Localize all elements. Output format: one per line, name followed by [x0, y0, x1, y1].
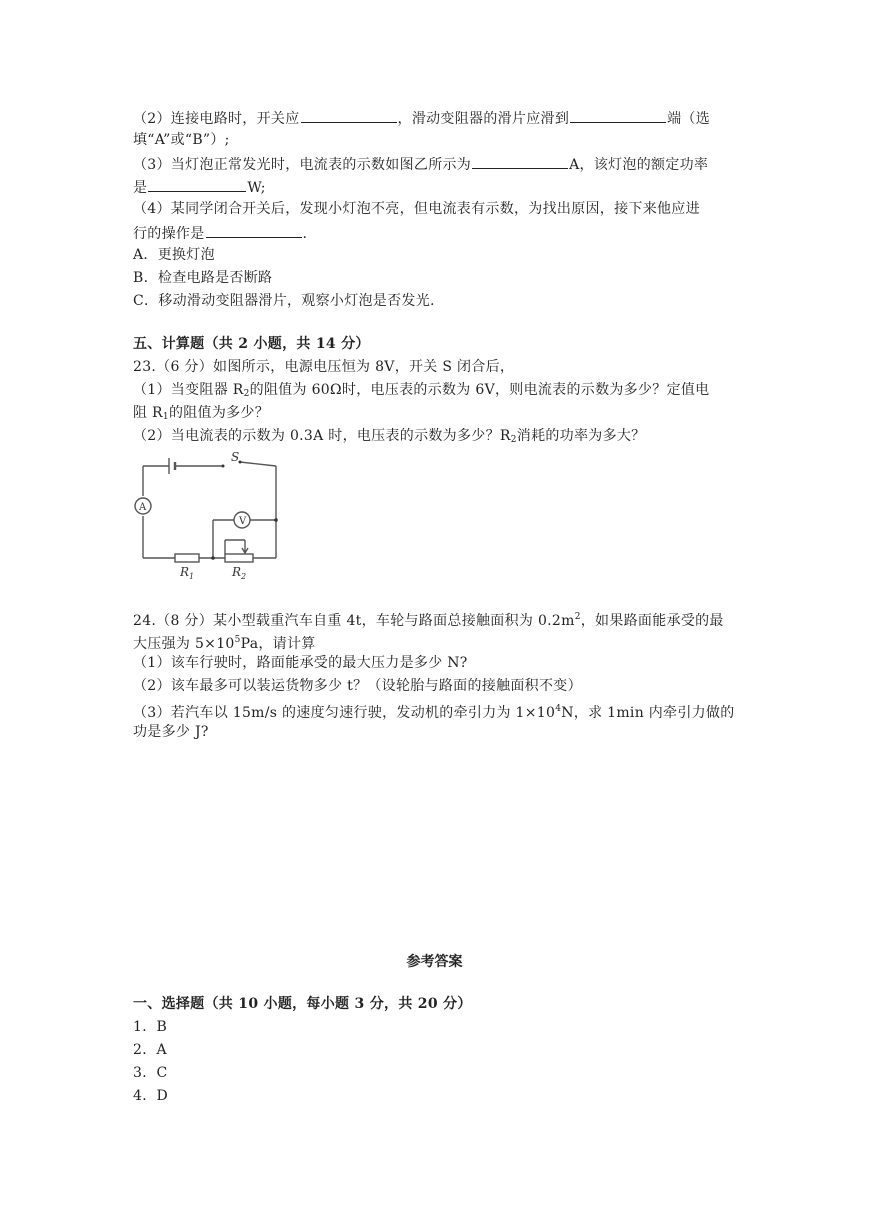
answer-item: 4．D	[133, 1088, 169, 1104]
answers-title: 参考答案	[406, 954, 463, 970]
q22-part3-line1	[133, 154, 708, 174]
answer-item: 1．B	[133, 1019, 168, 1035]
q24-part3-line1	[133, 700, 735, 722]
q22-part4-line1	[133, 200, 700, 218]
superscript: 2	[574, 612, 581, 622]
q22-part2-line2	[133, 131, 230, 149]
q22-p4-text-c: .	[302, 226, 308, 242]
answer-blank	[472, 154, 568, 169]
r1-letter: R	[180, 565, 190, 579]
answer-blank	[301, 108, 397, 123]
q22-part4-line2	[133, 223, 307, 243]
q22-option-a: A．更换灯泡	[133, 247, 215, 263]
q23-p1-text-b: 的阻值为 60Ω时，电压表的示数为 6V，则电流表的示数为多少？定值电	[249, 382, 710, 398]
q23-part2	[133, 427, 645, 449]
q23-p2-text-a: （2）当电流表的示数为 0.3A 时，电压表的示数为多少？R	[133, 428, 511, 444]
resistor-r2	[225, 554, 253, 562]
subscript: 2	[510, 435, 517, 445]
q23-p2-text-b: 消耗的功率为多大？	[516, 428, 646, 444]
q24-part3-line2: 功是多少 J?	[133, 724, 209, 740]
r2-subscript: 2	[241, 572, 247, 581]
switch-contact	[222, 465, 225, 468]
r1-label	[179, 565, 194, 581]
q24-p3-text-b: N，求 1min 内牵引力做的	[561, 705, 735, 721]
section-heading: 五、计算题（共 2 小题，共 14 分）	[133, 336, 370, 352]
q23-part1-line1	[133, 381, 709, 403]
q23-p1-text-d: 的阻值为多少？	[168, 405, 270, 421]
answer-item: 2．A	[133, 1042, 167, 1058]
q24-p3-text-a: （3）若汽车以 15m/s 的速度匀速行驶，发动机的牵引力为 1×10	[133, 705, 556, 721]
q22-p2-text-b: ，滑动变阻器的滑片应滑到	[397, 111, 570, 127]
q23-part1-line2	[133, 404, 269, 426]
q24-stem-text-c: 大压强为 5×10	[133, 636, 235, 652]
q22-option-b: B．检查电路是否断路	[133, 270, 273, 286]
answers-section-heading: 一、选择题（共 10 小题，每小题 3 分，共 20 分）	[133, 996, 472, 1012]
q22-p2-text-a: （2）连接电路时，开关应	[133, 111, 300, 127]
switch-blade	[240, 462, 276, 466]
q24-stem-text-b: ，如果路面能承受的最	[580, 613, 724, 629]
subscript: 2	[243, 389, 250, 399]
r2-letter: R	[232, 565, 242, 579]
superscript: 4	[555, 704, 562, 714]
q22-part2-line1	[133, 108, 710, 128]
subscript: 1	[162, 412, 169, 422]
q23-stem: 23.（6 分）如图所示，电源电压恒为 8V，开关 S 闭合后，	[133, 359, 515, 375]
q22-p2-text-c: 端（选	[667, 111, 711, 127]
q22-p3-text-d: W;	[247, 180, 266, 196]
q24-stem-text-a: 24.（8 分）某小型载重汽车自重 4t，车轮与路面总接触面积为 0.2m	[133, 613, 575, 629]
q22-p3-text-c: 是	[133, 180, 148, 196]
q23-p1-text-c: 阻 R	[133, 405, 163, 421]
q24-stem-line2	[133, 631, 316, 653]
answer-blank	[148, 177, 246, 192]
q22-p4-text-b: 行的操作是	[133, 226, 205, 242]
circuit-diagram	[133, 452, 283, 582]
answer-item: 3．C	[133, 1065, 168, 1081]
switch-label: S	[231, 452, 240, 464]
q22-option-c: C．移动滑动变阻器滑片，观察小灯泡是否发光.	[133, 293, 435, 309]
superscript: 5	[234, 635, 241, 645]
q22-p4-text-a: （4）某同学闭合开关后，发现小灯泡不亮，但电流表有示数，为找出原因，接下来他应进	[133, 201, 700, 217]
junction-dot	[211, 556, 215, 560]
q24-stem-line1	[133, 608, 724, 630]
r1-subscript: 1	[189, 572, 195, 581]
voltmeter-label: V	[239, 516, 247, 527]
answer-blank	[206, 223, 302, 238]
junction-dot	[274, 518, 278, 522]
q24-part2: （2）该车最多可以装运货物多少 t？（设轮胎与路面的接触面积不变）	[133, 678, 582, 694]
q24-part1: （1）该车行驶时，路面能承受的最大压力是多少 N?	[133, 655, 468, 671]
q23-p1-text-a: （1）当变阻器 R	[133, 382, 244, 398]
r2-label	[231, 565, 246, 581]
q22-p2-text-d: 填“A”或“B”）;	[133, 132, 230, 148]
resistor-r1	[175, 554, 199, 562]
q22-p3-text-a: （3）当灯泡正常发光时，电流表的示数如图乙所示为	[133, 157, 472, 173]
q24-stem-text-d: Pa，请计算	[240, 636, 316, 652]
q22-p3-text-b: A，该灯泡的额定功率	[569, 157, 709, 173]
q22-part3-line2	[133, 177, 266, 197]
ammeter-label: A	[139, 502, 147, 513]
answer-blank	[570, 108, 666, 123]
